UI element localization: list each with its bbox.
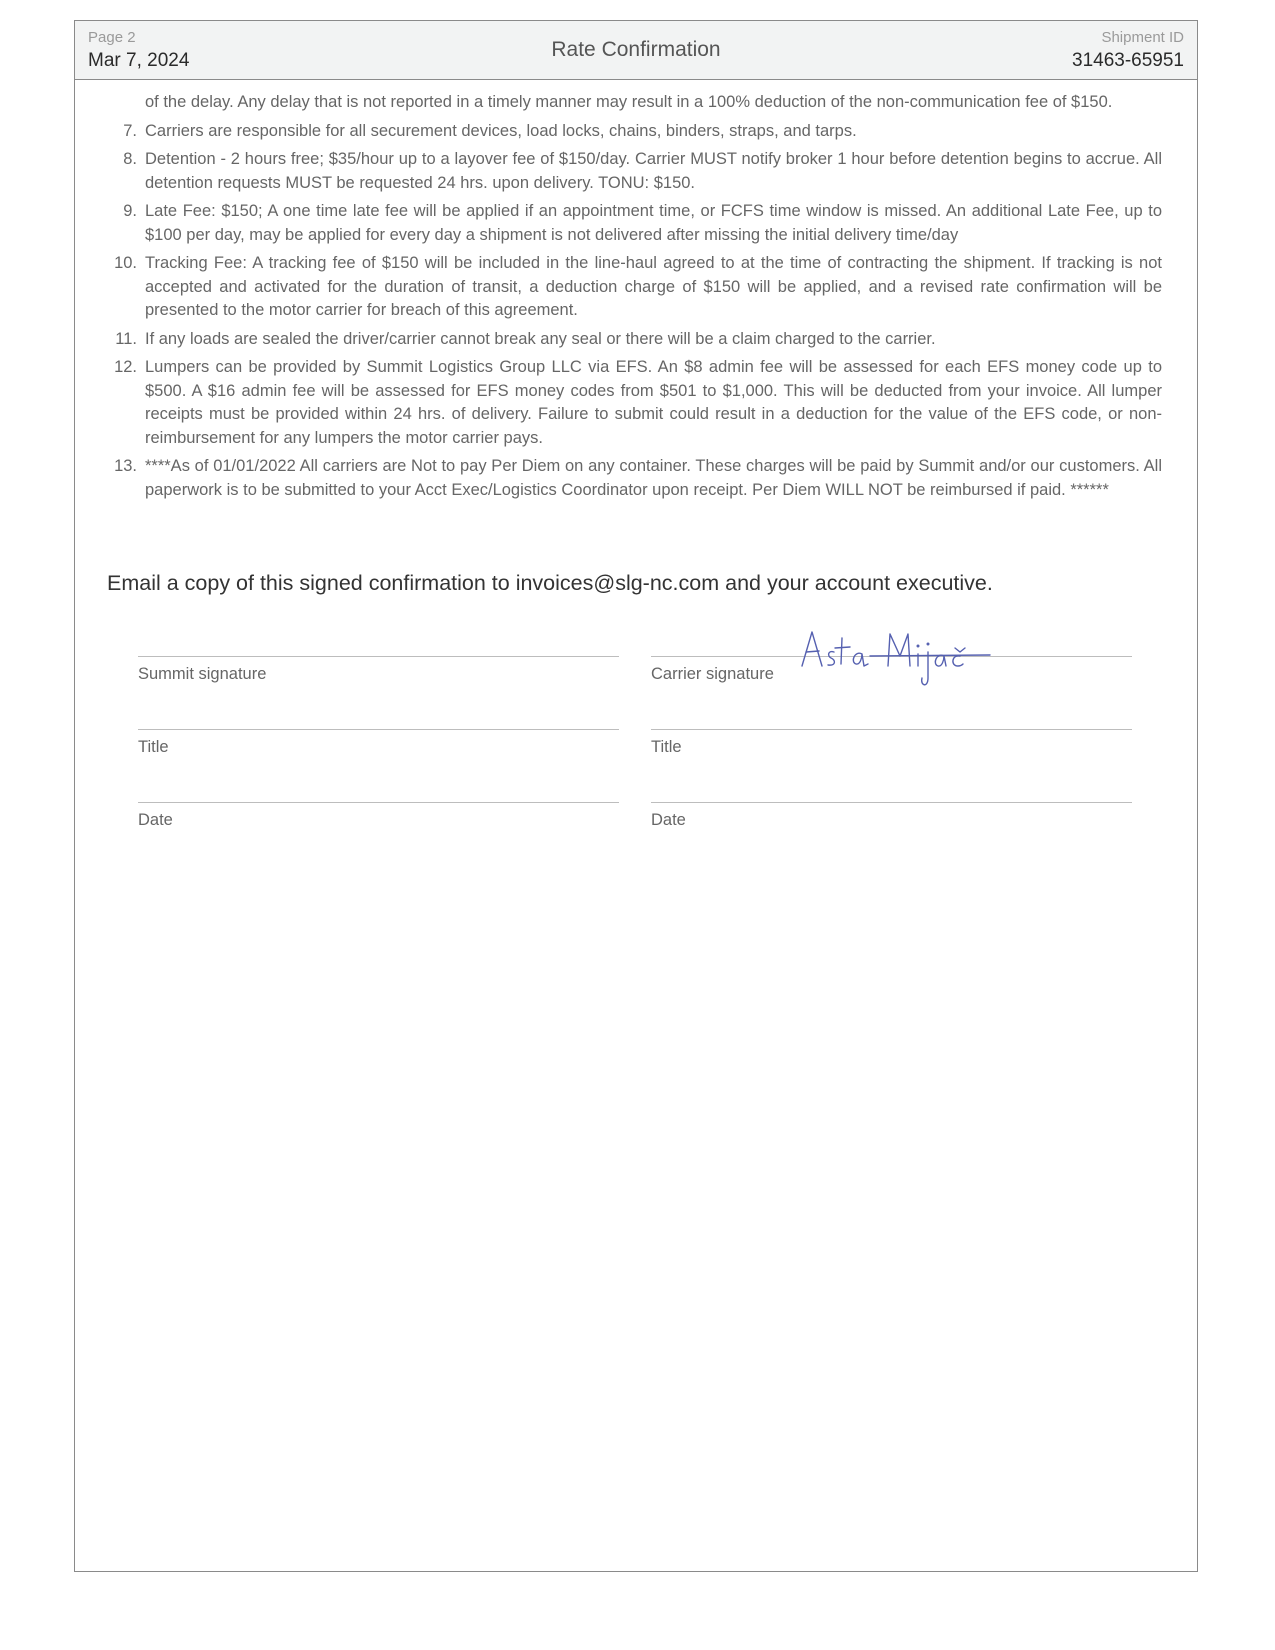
terms-list xyxy=(103,91,1162,507)
term-text: of the delay. Any delay that is not reported in a timely manner may result in a 100% deduction of the non-communication fee of $150. xyxy=(145,93,1113,111)
term-text: Tracking Fee: A tracking fee of $150 will be included in the line-haul agreed to at the time of contracting the shipment. If tracking is not accepted and activated for the duration of transit, a deduction charge of $150 will be applied, and a revised rate confirmation will be presented to the motor carrier for breach of this agreement. xyxy=(145,254,1162,319)
summit-title-field[interactable] xyxy=(138,729,619,757)
carrier-title-label: Title xyxy=(651,738,682,756)
signature-line xyxy=(138,656,619,657)
signature-line xyxy=(138,729,619,730)
document-date: Mar 7, 2024 xyxy=(88,50,190,71)
term-number: 8. xyxy=(123,150,137,168)
term-number: 11. xyxy=(115,329,137,348)
carrier-signature-label: Carrier signature xyxy=(651,665,774,683)
summit-date-field[interactable] xyxy=(138,802,619,830)
email-instruction: Email a copy of this signed confirmation to invoices@slg-nc.com and your account executive. xyxy=(107,571,993,595)
term-number: 9. xyxy=(123,202,137,220)
carrier-title-field[interactable] xyxy=(651,729,1132,757)
summit-title-label: Title xyxy=(138,738,169,756)
shipment-id-label: Shipment ID xyxy=(1101,29,1184,46)
term-number: 7. xyxy=(123,121,137,140)
term-text: Detention - 2 hours free; $35/hour up to a layover fee of $150/day. Carrier MUST notify broker 1 hour before detention begins to accrue. All detention requests MUST be requested 24 hrs. upon delivery. TONU: $150. xyxy=(145,150,1162,192)
term-item xyxy=(103,328,1162,352)
term-item xyxy=(103,252,1162,323)
term-text: ****As of 01/01/2022 All carriers are Not to pay Per Diem on any container. These charges will be paid by Summit and/or our customers. All paperwork is to be submitted to your Acct Exec/Logistics Coordinator upon receipt. Per Diem WILL NOT be reimbursed if paid. ****** xyxy=(145,457,1162,499)
term-item xyxy=(103,200,1162,247)
term-number: 10. xyxy=(114,254,137,272)
term-text: Lumpers can be provided by Summit Logistics Group LLC via EFS. An $8 admin fee will be assessed for each EFS money code up to $500. A $16 admin fee will be assessed for EFS money codes from $501 to $1,000. This will be deducted from your invoice. All lumper receipts must be provided within 24 hrs. of delivery. Failure to submit could result in a deduction for the value of the EFS code, or non-reimbursement for any lumpers the motor carrier pays. xyxy=(145,358,1162,447)
signature-line xyxy=(651,729,1132,730)
term-item xyxy=(103,91,1162,115)
term-text: Late Fee: $150; A one time late fee will be applied if an appointment time, or FCFS time window is missed. An additional Late Fee, up to $100 per day, may be applied for every day a shipment is not delivered after missing the initial delivery time/day xyxy=(145,202,1162,244)
summit-date-label: Date xyxy=(138,811,173,829)
signature-line xyxy=(138,802,619,803)
header-right xyxy=(1072,28,1184,74)
signature-line xyxy=(651,802,1132,803)
shipment-id-value: 31463-65951 xyxy=(1072,50,1184,71)
document-page xyxy=(74,20,1198,1572)
document-title: Rate Confirmation xyxy=(551,38,721,61)
handwritten-signature xyxy=(800,626,1000,706)
term-item xyxy=(103,148,1162,195)
summit-signature-label: Summit signature xyxy=(138,665,267,683)
carrier-date-field[interactable] xyxy=(651,802,1132,830)
term-item xyxy=(103,356,1162,450)
term-number: 13. xyxy=(114,457,137,475)
carrier-date-label: Date xyxy=(651,811,686,829)
term-item xyxy=(103,120,1162,144)
summit-signature-field[interactable] xyxy=(138,656,619,684)
term-number: 12. xyxy=(114,358,137,376)
page-header xyxy=(75,21,1197,80)
term-item xyxy=(103,455,1162,502)
page-number-label: Page 2 xyxy=(88,29,136,46)
term-text: If any loads are sealed the driver/carrier cannot break any seal or there will be a claim charged to the carrier. xyxy=(145,329,936,348)
term-text: Carriers are responsible for all securement devices, load locks, chains, binders, straps, and tarps. xyxy=(145,121,857,140)
